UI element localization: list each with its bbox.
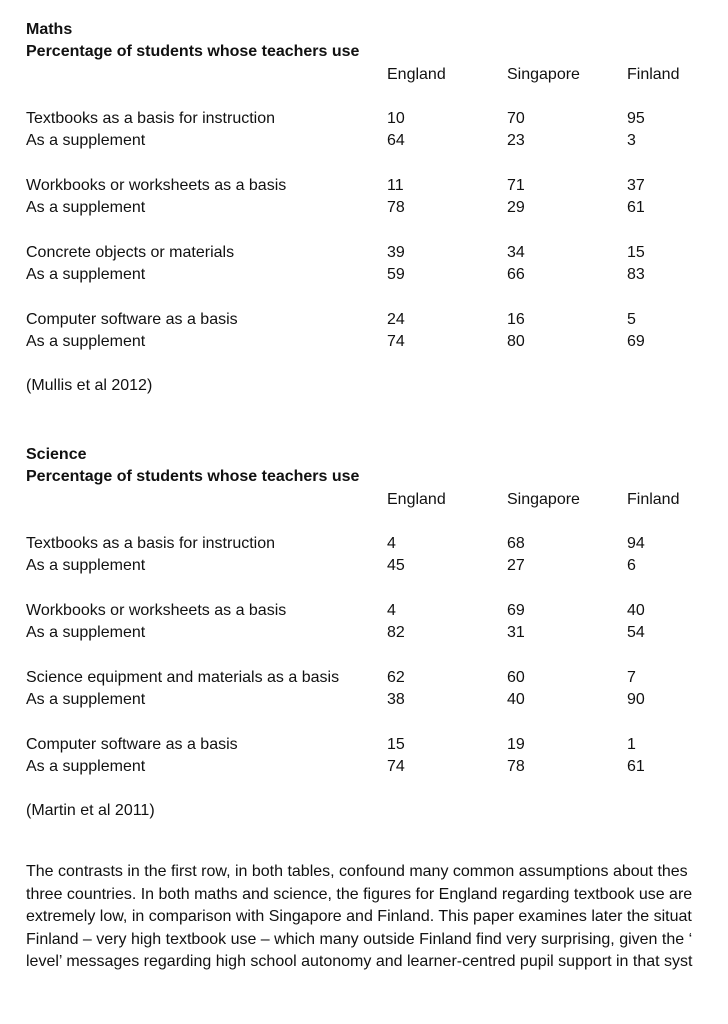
paragraph-line: The contrasts in the first row, in both tables, confound many common assumptions about thes xyxy=(26,863,688,880)
row-label: As a supplement xyxy=(26,691,146,708)
column-header-finland: Finland xyxy=(627,66,680,83)
paragraph-line: Finland – very high textbook use – which many outside Finland find very surprising, given the ‘ xyxy=(26,930,693,948)
table-row xyxy=(26,264,728,286)
value-singapore: 71 xyxy=(507,177,525,194)
table-row xyxy=(26,734,728,756)
value-england: 10 xyxy=(387,110,405,127)
maths-column-headers xyxy=(26,64,728,86)
table-row xyxy=(26,108,728,130)
value-england: 74 xyxy=(387,333,405,350)
value-england: 82 xyxy=(387,624,405,641)
maths-group-workbooks xyxy=(26,175,728,219)
value-england: 59 xyxy=(387,266,405,283)
row-label: As a supplement xyxy=(26,758,146,775)
value-finland: 15 xyxy=(627,244,645,261)
paragraph-line: level’ messages regarding high school autonomy and learner-centred pupil support in that syst xyxy=(26,953,693,970)
row-label: Computer software as a basis xyxy=(26,311,238,328)
column-header-england: England xyxy=(387,491,446,508)
row-label: As a supplement xyxy=(26,132,146,149)
maths-title: Maths xyxy=(26,21,73,38)
value-finland: 5 xyxy=(627,311,636,328)
value-finland: 95 xyxy=(627,110,645,127)
value-finland: 7 xyxy=(627,669,636,686)
paragraph-line: extremely low, in comparison with Singapore and Finland. This paper examines later the situat xyxy=(26,908,692,925)
value-finland: 94 xyxy=(627,535,645,552)
value-singapore: 60 xyxy=(507,669,525,686)
value-finland: 37 xyxy=(627,177,645,194)
science-column-headers xyxy=(26,489,728,511)
row-label: Textbooks as a basis for instruction xyxy=(26,110,276,127)
table-row xyxy=(26,309,728,331)
value-finland: 54 xyxy=(627,624,645,641)
value-singapore: 68 xyxy=(507,535,525,552)
value-singapore: 34 xyxy=(507,244,525,261)
column-header-singapore: Singapore xyxy=(507,491,580,508)
value-finland: 83 xyxy=(627,266,645,283)
science-group-software xyxy=(26,734,728,778)
science-title: Science xyxy=(26,446,87,463)
paragraph-line: three countries. In both maths and science, the figures for England regarding textbook use are xyxy=(26,885,693,903)
value-finland: 1 xyxy=(627,736,636,753)
value-singapore: 19 xyxy=(507,736,525,753)
table-row xyxy=(26,130,728,152)
table-row xyxy=(26,242,728,264)
row-label: Science equipment and materials as a basis xyxy=(26,669,340,686)
value-singapore: 69 xyxy=(507,602,525,619)
table-row xyxy=(26,756,728,778)
column-header-finland: Finland xyxy=(627,491,680,508)
value-singapore: 70 xyxy=(507,110,525,127)
value-singapore: 27 xyxy=(507,557,525,574)
column-header-england: England xyxy=(387,66,446,83)
science-group-workbooks xyxy=(26,600,728,644)
value-england: 64 xyxy=(387,132,405,149)
table-row xyxy=(26,197,728,219)
row-label: Workbooks or worksheets as a basis xyxy=(26,602,287,619)
value-finland: 61 xyxy=(627,199,645,216)
value-england: 39 xyxy=(387,244,405,261)
row-label: As a supplement xyxy=(26,624,146,641)
value-finland: 6 xyxy=(627,557,636,574)
value-england: 11 xyxy=(387,177,404,194)
science-group-equipment xyxy=(26,667,728,711)
maths-group-textbooks xyxy=(26,108,728,152)
table-row xyxy=(26,622,728,644)
row-label: As a supplement xyxy=(26,266,146,283)
table-row xyxy=(26,689,728,711)
value-england: 38 xyxy=(387,691,405,708)
table-row xyxy=(26,175,728,197)
maths-table xyxy=(26,19,728,397)
science-subtitle: Percentage of students whose teachers use xyxy=(26,468,360,485)
row-label: Textbooks as a basis for instruction xyxy=(26,535,276,552)
value-singapore: 80 xyxy=(507,333,525,350)
science-source-citation: (Martin et al 2011) xyxy=(26,802,155,819)
table-row xyxy=(26,533,728,555)
value-england: 24 xyxy=(387,311,405,328)
table-row xyxy=(26,667,728,689)
value-singapore: 29 xyxy=(507,199,525,216)
maths-group-concrete-objects xyxy=(26,242,728,286)
value-england: 4 xyxy=(387,535,396,552)
row-label: As a supplement xyxy=(26,333,146,350)
science-table xyxy=(26,444,728,822)
maths-group-software xyxy=(26,309,728,353)
value-singapore: 16 xyxy=(507,311,525,328)
value-singapore: 31 xyxy=(507,624,525,641)
value-finland: 40 xyxy=(627,602,645,619)
value-singapore: 66 xyxy=(507,266,525,283)
value-finland: 90 xyxy=(627,691,645,708)
science-group-textbooks xyxy=(26,533,728,577)
value-england: 78 xyxy=(387,199,405,216)
row-label: As a supplement xyxy=(26,199,146,216)
column-header-singapore: Singapore xyxy=(507,66,580,83)
body-paragraph xyxy=(26,861,728,974)
value-finland: 69 xyxy=(627,333,645,350)
maths-source-citation: (Mullis et al 2012) xyxy=(26,377,153,394)
maths-subtitle: Percentage of students whose teachers use xyxy=(26,43,360,60)
row-label: Computer software as a basis xyxy=(26,736,238,753)
row-label: As a supplement xyxy=(26,557,146,574)
value-england: 45 xyxy=(387,557,405,574)
table-row xyxy=(26,555,728,577)
value-finland: 61 xyxy=(627,758,645,775)
table-row xyxy=(26,600,728,622)
value-singapore: 23 xyxy=(507,132,525,149)
value-finland: 3 xyxy=(627,132,636,149)
value-england: 4 xyxy=(387,602,396,619)
value-singapore: 40 xyxy=(507,691,525,708)
value-england: 62 xyxy=(387,669,405,686)
row-label: Concrete objects or materials xyxy=(26,244,235,261)
table-row xyxy=(26,331,728,353)
row-label: Workbooks or worksheets as a basis xyxy=(26,177,287,194)
value-england: 74 xyxy=(387,758,405,775)
value-england: 15 xyxy=(387,736,405,753)
value-singapore: 78 xyxy=(507,758,525,775)
